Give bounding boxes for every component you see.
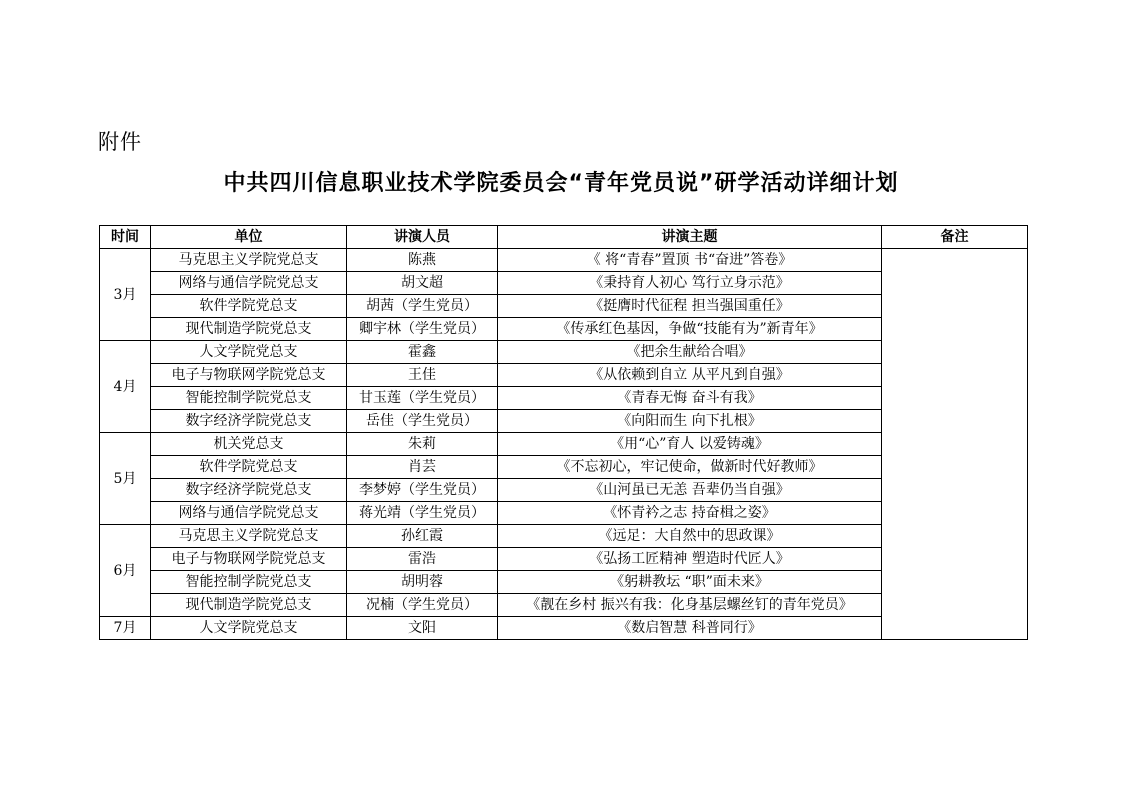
unit-cell: 电子与物联网学院党总支 bbox=[151, 548, 347, 571]
topic-cell: 《用“心”育人 以爱铸魂》 bbox=[498, 433, 882, 456]
topic-cell: 《 将“青春”置顶 书“奋进”答卷》 bbox=[498, 249, 882, 272]
speaker-cell: 文阳 bbox=[347, 617, 498, 640]
speaker-cell: 霍鑫 bbox=[347, 341, 498, 364]
topic-cell: 《从依赖到自立 从平凡到自强》 bbox=[498, 364, 882, 387]
header-speaker: 讲演人员 bbox=[347, 226, 498, 249]
month-cell: 4月 bbox=[100, 341, 151, 433]
topic-cell: 《弘扬工匠精神 塑造时代匠人》 bbox=[498, 548, 882, 571]
attachment-label: 附件 bbox=[98, 130, 142, 154]
header-time: 时间 bbox=[100, 226, 151, 249]
unit-cell: 马克思主义学院党总支 bbox=[151, 249, 347, 272]
month-cell: 3月 bbox=[100, 249, 151, 341]
header-unit: 单位 bbox=[151, 226, 347, 249]
unit-cell: 机关党总支 bbox=[151, 433, 347, 456]
speaker-cell: 王佳 bbox=[347, 364, 498, 387]
header-remark: 备注 bbox=[882, 226, 1028, 249]
remark-cell bbox=[882, 249, 1028, 640]
unit-cell: 软件学院党总支 bbox=[151, 456, 347, 479]
topic-cell: 《山河虽已无恙 吾辈仍当自强》 bbox=[498, 479, 882, 502]
unit-cell: 数字经济学院党总支 bbox=[151, 479, 347, 502]
unit-cell: 人文学院党总支 bbox=[151, 617, 347, 640]
unit-cell: 网络与通信学院党总支 bbox=[151, 502, 347, 525]
speaker-cell: 胡文超 bbox=[347, 272, 498, 295]
topic-cell: 《秉持育人初心 笃行立身示范》 bbox=[498, 272, 882, 295]
topic-cell: 《青春无悔 奋斗有我》 bbox=[498, 387, 882, 410]
speaker-cell: 况楠（学生党员） bbox=[347, 594, 498, 617]
header-topic: 讲演主题 bbox=[498, 226, 882, 249]
unit-cell: 人文学院党总支 bbox=[151, 341, 347, 364]
speaker-cell: 蒋光靖（学生党员） bbox=[347, 502, 498, 525]
table-body bbox=[100, 249, 1028, 640]
unit-cell: 智能控制学院党总支 bbox=[151, 387, 347, 410]
speaker-cell: 孙红霞 bbox=[347, 525, 498, 548]
speaker-cell: 胡明蓉 bbox=[347, 571, 498, 594]
topic-cell: 《把余生献给合唱》 bbox=[498, 341, 882, 364]
page-title: 中共四川信息职业技术学院委员会“青年党员说”研学活动详细计划 bbox=[223, 171, 899, 196]
topic-cell: 《挺膺时代征程 担当强国重任》 bbox=[498, 295, 882, 318]
table-row bbox=[100, 249, 1028, 272]
unit-cell: 数字经济学院党总支 bbox=[151, 410, 347, 433]
topic-cell: 《不忘初心，牢记使命，做新时代好教师》 bbox=[498, 456, 882, 479]
speaker-cell: 李梦婷（学生党员） bbox=[347, 479, 498, 502]
topic-cell: 《躬耕教坛 “职”面未来》 bbox=[498, 571, 882, 594]
speaker-cell: 胡茜（学生党员） bbox=[347, 295, 498, 318]
speaker-cell: 甘玉莲（学生党员） bbox=[347, 387, 498, 410]
month-cell: 5月 bbox=[100, 433, 151, 525]
topic-cell: 《怀青衿之志 持奋楫之姿》 bbox=[498, 502, 882, 525]
unit-cell: 智能控制学院党总支 bbox=[151, 571, 347, 594]
speaker-cell: 陈燕 bbox=[347, 249, 498, 272]
unit-cell: 电子与物联网学院党总支 bbox=[151, 364, 347, 387]
table-header-row bbox=[100, 226, 1028, 249]
unit-cell: 现代制造学院党总支 bbox=[151, 594, 347, 617]
unit-cell: 网络与通信学院党总支 bbox=[151, 272, 347, 295]
topic-cell: 《向阳而生 向下扎根》 bbox=[498, 410, 882, 433]
speaker-cell: 岳佳（学生党员） bbox=[347, 410, 498, 433]
unit-cell: 现代制造学院党总支 bbox=[151, 318, 347, 341]
speaker-cell: 朱莉 bbox=[347, 433, 498, 456]
speaker-cell: 肖芸 bbox=[347, 456, 498, 479]
unit-cell: 马克思主义学院党总支 bbox=[151, 525, 347, 548]
topic-cell: 《数启智慧 科普同行》 bbox=[498, 617, 882, 640]
speaker-cell: 卿宇林（学生党员） bbox=[347, 318, 498, 341]
unit-cell: 软件学院党总支 bbox=[151, 295, 347, 318]
month-cell: 6月 bbox=[100, 525, 151, 617]
topic-cell: 《靓在乡村 振兴有我：化身基层螺丝钉的青年党员》 bbox=[498, 594, 882, 617]
topic-cell: 《远足：大自然中的思政课》 bbox=[498, 525, 882, 548]
month-cell: 7月 bbox=[100, 617, 151, 640]
topic-cell: 《传承红色基因，争做“技能有为”新青年》 bbox=[498, 318, 882, 341]
speaker-cell: 雷浩 bbox=[347, 548, 498, 571]
schedule-table bbox=[99, 225, 1028, 640]
